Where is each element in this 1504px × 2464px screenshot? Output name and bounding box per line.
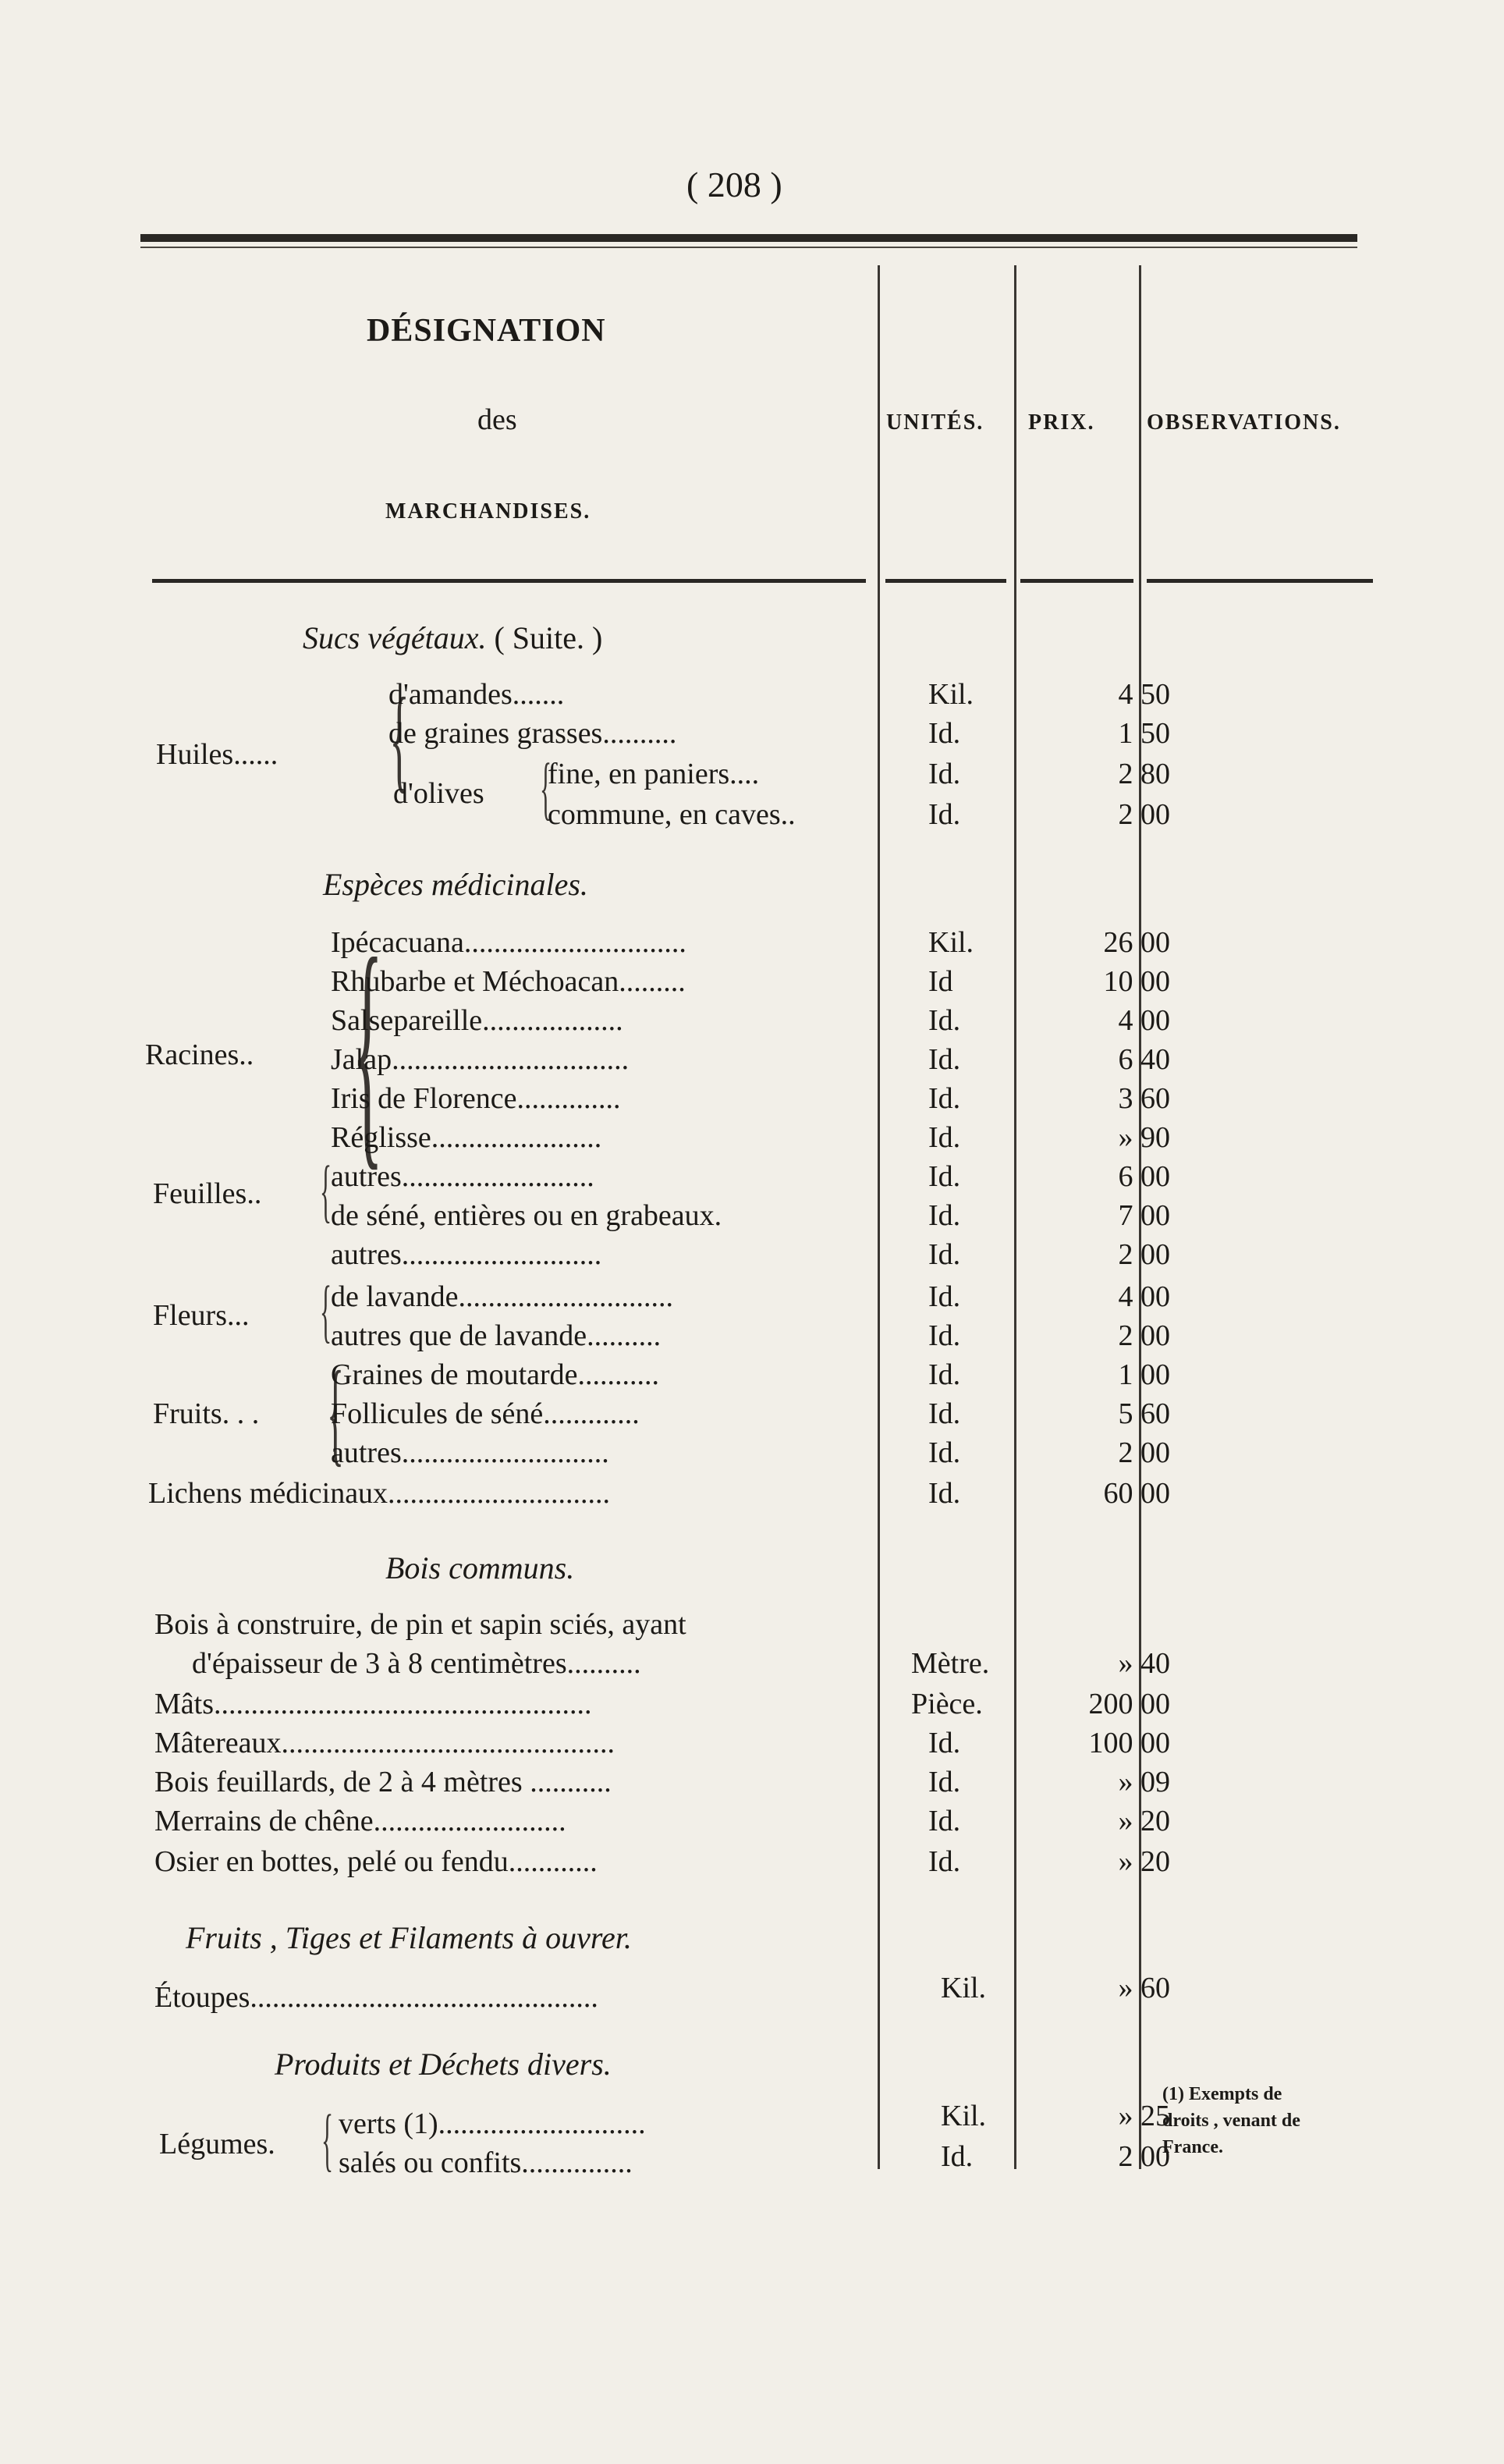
header-bottom-rule-price: [1020, 579, 1133, 583]
group-label-olives: d'olives: [393, 777, 484, 810]
row-label: d'épaisseur de 3 à 8 centimètres..........: [192, 1647, 641, 1680]
row-label: Mâts...................................................: [154, 1688, 592, 1720]
row-unit: Id.: [928, 1121, 961, 1154]
row-price: 100 00: [1088, 1727, 1170, 1759]
row-unit: Id.: [928, 1238, 961, 1271]
row-label: autres............................: [331, 1436, 609, 1469]
row-label: Jalap................................: [331, 1043, 630, 1076]
row-label: Ipécacuana..............................: [331, 926, 686, 959]
header-designation: DÉSIGNATION: [367, 313, 606, 349]
row-label: Réglisse.......................: [331, 1121, 602, 1154]
row-unit: Id.: [928, 1004, 961, 1037]
row-label: Iris de Florence..............: [331, 1082, 621, 1115]
row-label: Bois feuillards, de 2 à 4 mètres ...........: [154, 1766, 612, 1798]
row-unit: Id.: [928, 1397, 961, 1430]
row-label: d'amandes.......: [388, 678, 565, 711]
row-label: salés ou confits...............: [339, 2146, 633, 2179]
row-unit: Id.: [928, 1160, 961, 1193]
row-price: 2 00: [1118, 2140, 1170, 2173]
row-price: » 90: [1118, 1121, 1170, 1154]
section-title-especes: Espèces médicinales.: [323, 867, 588, 902]
brace-feuilles: {: [320, 1152, 332, 1230]
group-label-fruits: Fruits. . .: [153, 1397, 260, 1430]
row-price: » 20: [1118, 1805, 1170, 1837]
row-label: Mâtereaux.............................................: [154, 1727, 615, 1759]
group-label-feuilles: Feuilles..: [153, 1177, 262, 1210]
row-label: de séné, entières ou en grabeaux.: [331, 1199, 722, 1232]
row-unit: Id.: [928, 1043, 961, 1076]
observation-footnote-line: (1) Exempts de: [1162, 2084, 1282, 2104]
group-label-racines: Racines..: [145, 1039, 254, 1071]
row-price: » 20: [1118, 1845, 1170, 1878]
row-unit: Id.: [928, 1319, 961, 1352]
row-price: 200 00: [1088, 1688, 1170, 1720]
row-price: 2 00: [1118, 1319, 1170, 1352]
row-label: autres que de lavande..........: [331, 1319, 662, 1352]
row-unit: Id: [928, 965, 953, 998]
observation-footnote-line: France.: [1162, 2137, 1223, 2157]
row-unit: Kil.: [941, 2100, 987, 2132]
row-label: Rhubarbe et Méchoacan.........: [331, 965, 686, 998]
row-price: 26 00: [1103, 926, 1170, 959]
brace-fruits: {: [327, 1347, 344, 1477]
row-price: 4 00: [1118, 1004, 1170, 1037]
row-label: de graines grasses..........: [388, 717, 677, 750]
row-unit: Id.: [928, 1199, 961, 1232]
row-price: 5 60: [1118, 1397, 1170, 1430]
row-price: 3 60: [1118, 1082, 1170, 1115]
row-label: autres...........................: [331, 1238, 602, 1271]
row-label: Osier en bottes, pelé ou fendu............: [154, 1845, 598, 1878]
row-label: Merrains de chêne..........................: [154, 1805, 566, 1837]
row-price: 6 40: [1118, 1043, 1170, 1076]
section-title-fruits: Fruits , Tiges et Filaments à ouvrer.: [186, 1920, 632, 1955]
section-title-sucs: Sucs végétaux. ( Suite. ): [303, 620, 603, 655]
row-price: 1 00: [1118, 1358, 1170, 1391]
row-unit: Kil.: [941, 1972, 987, 2004]
column-divider-units: [878, 265, 880, 2169]
row-unit: Id.: [928, 1082, 961, 1115]
header-unites: UNITÉS.: [886, 410, 984, 435]
row-unit: Id.: [928, 1280, 961, 1313]
row-label: autres..........................: [331, 1160, 594, 1193]
row-price: 2 80: [1118, 758, 1170, 790]
row-label: verts (1)............................: [339, 2107, 646, 2140]
row-label: commune, en caves..: [548, 798, 796, 831]
group-label-legumes: Légumes.: [159, 2128, 275, 2160]
row-unit: Id.: [928, 1727, 961, 1759]
row-unit: Id.: [928, 1436, 961, 1469]
row-unit: Id.: [928, 1358, 961, 1391]
row-unit: Id.: [928, 1845, 961, 1878]
row-price: 60 00: [1103, 1477, 1170, 1510]
row-price: » 60: [1118, 1972, 1170, 2004]
row-price: 10 00: [1103, 965, 1170, 998]
row-unit: Id.: [928, 1477, 961, 1510]
row-price: 2 00: [1118, 1436, 1170, 1469]
row-label: de lavande.............................: [331, 1280, 674, 1313]
row-price: 4 00: [1118, 1280, 1170, 1313]
section-title-bois: Bois communs.: [385, 1550, 575, 1585]
header-des: des: [477, 403, 517, 436]
row-price: » 25: [1118, 2100, 1170, 2132]
row-label: Bois à construire, de pin et sapin sciés, ayant: [154, 1608, 686, 1641]
header-observations: OBSERVATIONS.: [1147, 410, 1341, 435]
row-price: 2 00: [1118, 798, 1170, 831]
group-label-fleurs: Fleurs...: [153, 1299, 250, 1332]
header-marchandises: MARCHANDISES.: [385, 499, 591, 524]
brace-olives: {: [540, 750, 552, 827]
row-price: 2 00: [1118, 1238, 1170, 1271]
header-bottom-rule: [152, 579, 866, 583]
row-price: » 40: [1118, 1647, 1170, 1680]
brace-racines: {: [352, 907, 384, 1191]
header-rule: [140, 234, 1357, 242]
brace-fleurs: {: [320, 1273, 332, 1350]
row-unit: Kil.: [928, 678, 974, 711]
row-label: Lichens médicinaux..............................: [148, 1477, 611, 1510]
brace-legumes: {: [321, 2101, 334, 2178]
row-label: Follicules de séné.............: [331, 1397, 640, 1430]
row-price: » 09: [1118, 1766, 1170, 1798]
row-label: Étoupes...............................................: [154, 1981, 598, 2014]
row-price: 6 00: [1118, 1160, 1170, 1193]
row-price: 1 50: [1118, 717, 1170, 750]
row-price: 7 00: [1118, 1199, 1170, 1232]
group-label-huiles: Huiles......: [156, 738, 278, 771]
row-unit: Mètre.: [911, 1647, 990, 1680]
header-prix: PRIX.: [1028, 410, 1095, 435]
brace-huiles: {: [389, 674, 410, 804]
row-unit: Id.: [928, 1805, 961, 1837]
row-label: fine, en paniers....: [548, 758, 760, 790]
row-unit: Id.: [928, 758, 961, 790]
row-unit: Kil.: [928, 926, 974, 959]
page-number: ( 208 ): [686, 165, 782, 204]
observation-footnote-line: droits , venant de: [1162, 2111, 1300, 2131]
row-label: Graines de moutarde...........: [331, 1358, 660, 1391]
header-rule-thin: [140, 247, 1357, 248]
row-unit: Id.: [928, 717, 961, 750]
section-title-produits: Produits et Déchets divers.: [275, 2047, 612, 2082]
row-label: Salsepareille...................: [331, 1004, 623, 1037]
row-unit: Id.: [928, 1766, 961, 1798]
row-unit: Pièce.: [911, 1688, 983, 1720]
header-bottom-rule-units: [885, 579, 1006, 583]
row-price: 4 50: [1118, 678, 1170, 711]
header-bottom-rule-obs: [1147, 579, 1373, 583]
row-unit: Id.: [941, 2140, 974, 2173]
row-unit: Id.: [928, 798, 961, 831]
